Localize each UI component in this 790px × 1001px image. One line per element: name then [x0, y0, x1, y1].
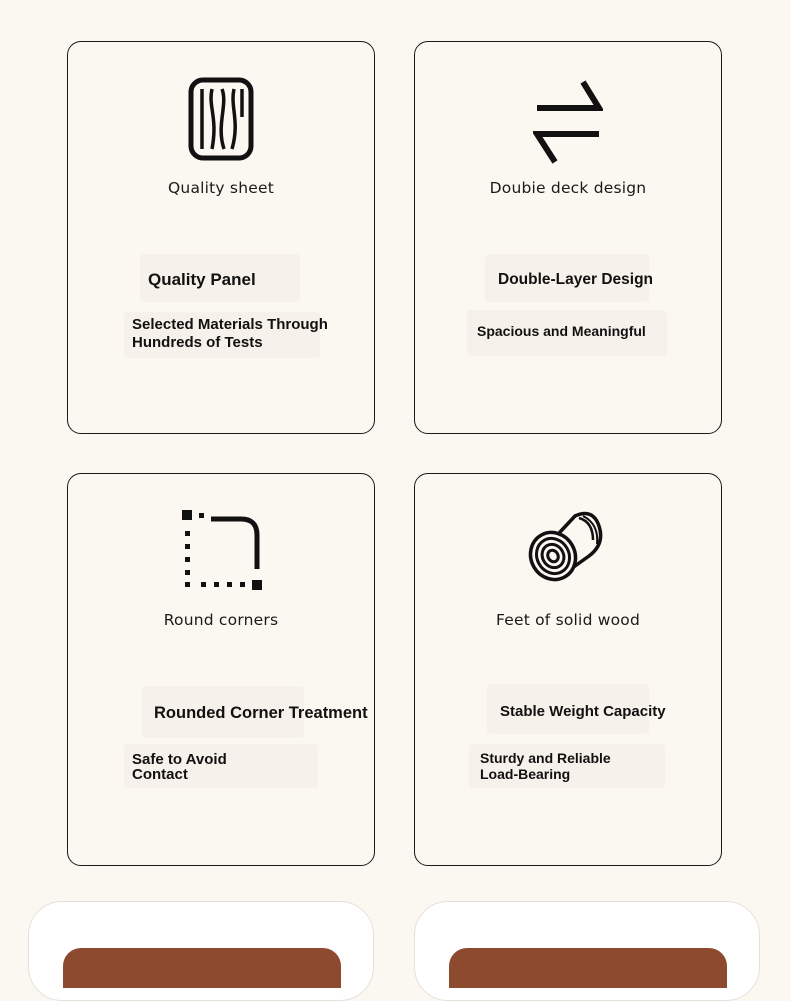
- feature-card-rounded-corner: [67, 473, 375, 866]
- card-caption: Round corners: [163, 611, 279, 629]
- card-caption: Quality sheet: [168, 179, 274, 197]
- card-caption: Feet of solid wood: [495, 611, 641, 629]
- card-subtitle-line: Sturdy and Reliable: [480, 750, 611, 766]
- card-title: Rounded Corner Treatment: [154, 704, 368, 722]
- feature-card-quality-panel: [67, 41, 375, 434]
- feature-card-solid-wood: [414, 473, 722, 866]
- card-subtitle: [132, 752, 227, 783]
- card-subtitle-line: Contact: [132, 766, 188, 783]
- wood-grain-icon: [188, 77, 254, 161]
- card-subtitle-line: Hundreds of Tests: [132, 334, 263, 351]
- card-subtitle-line: Selected Materials Through: [132, 316, 328, 333]
- log-icon: [527, 510, 605, 584]
- bottom-card-left: [28, 901, 374, 1001]
- feature-card-double-layer: [414, 41, 722, 434]
- card-subtitle-line: Safe to Avoid: [132, 751, 227, 768]
- bottom-card-banner: [63, 948, 341, 988]
- card-subtitle: [132, 317, 328, 351]
- card-subtitle: [477, 323, 646, 339]
- bottom-card-right: [414, 901, 760, 1001]
- card-caption: Doubie deck design: [489, 179, 647, 197]
- card-title: Stable Weight Capacity: [500, 703, 666, 720]
- bottom-card-banner: [449, 948, 727, 988]
- rounded-corner-icon: [181, 509, 263, 591]
- card-title: Double-Layer Design: [498, 271, 654, 288]
- card-title: Quality Panel: [148, 270, 256, 289]
- card-subtitle-line: Spacious and Meaningful: [477, 323, 646, 339]
- card-subtitle: [480, 750, 611, 782]
- card-subtitle-line: Load-Bearing: [480, 766, 571, 782]
- swap-arrows-icon: [533, 78, 603, 166]
